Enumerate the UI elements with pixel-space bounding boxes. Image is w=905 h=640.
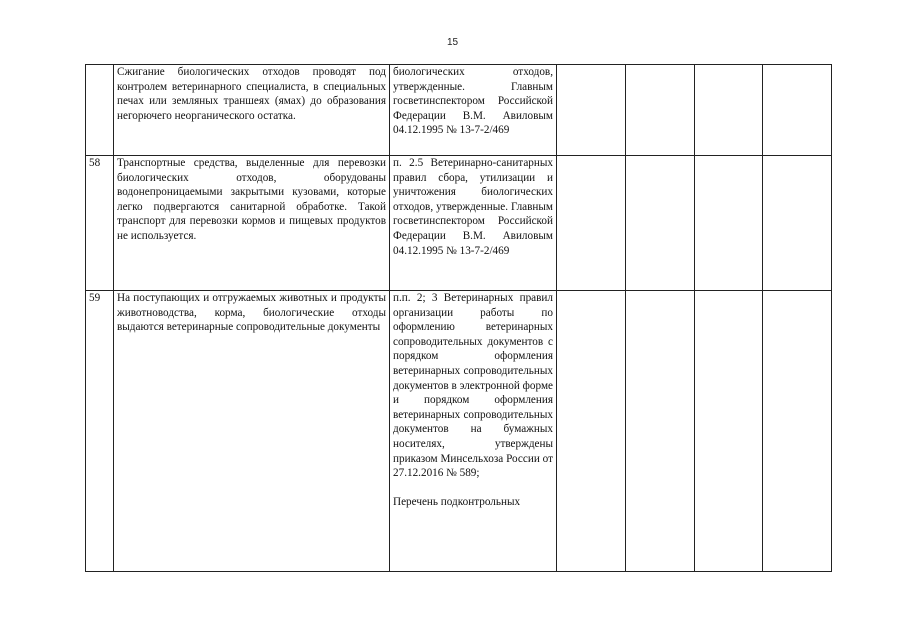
empty-cell — [695, 156, 763, 291]
reference-cell: п. 2.5 Ветеринарно-санитарных правил сбора, утилизации и уничтожения биологических отходов, утвержденные. Главным госветинспектором Российской Федерации В.М. Авиловым 04.12.1995 № 13-7-2/469 — [390, 156, 557, 291]
row-number: 58 — [86, 156, 114, 291]
checklist-table — [85, 64, 832, 572]
reference-text: п.п. 2; 3 Ветеринарных правил организации работы по оформлению ветеринарных сопроводительных документов с порядком оформления ветеринарных сопроводительных документов в электронной форме и порядком оформления ветеринарных сопроводительных документов на бумажных носителях, утверждены приказом Минсельхоза России от 27.12.2016 № 589; — [393, 292, 553, 480]
page-number: 15 — [446, 37, 459, 48]
empty-cell — [557, 65, 626, 156]
empty-cell — [763, 156, 832, 291]
reference-cell: биологических отходов, утвержденные. Главным госветинспектором Российской Федерации В.М. Авиловым 04.12.1995 № 13-7-2/469 — [390, 65, 557, 156]
reference-cell — [390, 291, 557, 572]
empty-cell — [626, 156, 695, 291]
empty-cell — [763, 291, 832, 572]
requirement-cell: Сжигание биологических отходов проводят под контролем ветеринарного специалиста, в специальных печах или земляных траншеях (ямах) до образования негорючего неорганического остатка. — [114, 65, 390, 156]
empty-cell — [695, 291, 763, 572]
empty-cell — [626, 291, 695, 572]
empty-cell — [557, 156, 626, 291]
requirement-cell: Транспортные средства, выделенные для перевозки биологических отходов, оборудованы водонепроницаемыми закрытыми кузовами, которые легко подвергаются санитарной обработке. Такой транспорт для перевозки кормов и пищевых продуктов не используется. — [114, 156, 390, 291]
empty-cell — [763, 65, 832, 156]
empty-cell — [557, 291, 626, 572]
table-row — [86, 156, 832, 291]
row-number: 59 — [86, 291, 114, 572]
row-number — [86, 65, 114, 156]
empty-cell — [626, 65, 695, 156]
table-row — [86, 291, 832, 572]
reference-continued-text: Перечень подконтрольных — [393, 495, 521, 508]
requirement-cell: На поступающих и отгружаемых животных и продукты животноводства, корма, биологические отходы выдаются ветеринарные сопроводительные документы — [114, 291, 390, 572]
empty-cell — [695, 65, 763, 156]
table-row — [86, 65, 832, 156]
